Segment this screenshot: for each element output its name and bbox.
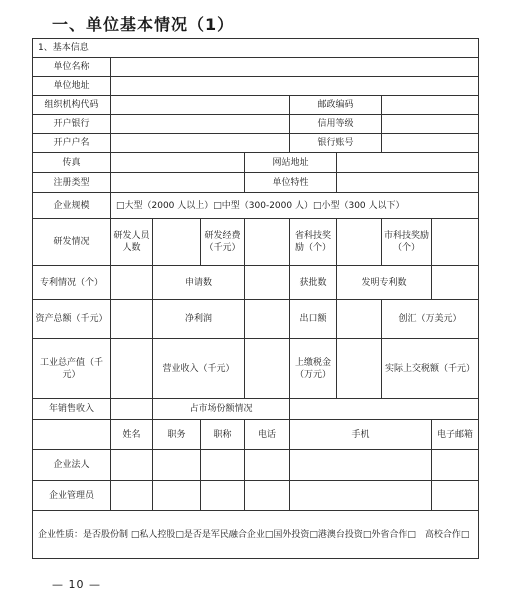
bank-account-field[interactable]	[382, 134, 479, 153]
output-value-label: 工业总产值（千元）	[33, 339, 111, 399]
rd-funds-field[interactable]	[245, 219, 290, 266]
reg-type-field[interactable]	[111, 173, 245, 193]
patents-label: 专利情况（个）	[33, 266, 111, 300]
bank-label: 开户银行	[33, 115, 111, 134]
rd-staff-label: 研发人员人数	[111, 219, 153, 266]
unit-address-label: 单位地址	[33, 77, 111, 96]
page-number: — 10 —	[52, 578, 101, 591]
unit-feature-field[interactable]	[337, 173, 479, 193]
revenue-label: 营业收入（千元）	[153, 339, 245, 399]
revenue-field[interactable]	[245, 339, 290, 399]
total-assets-field[interactable]	[111, 300, 153, 339]
legal-rep-phone-field[interactable]	[245, 450, 290, 481]
invention-field[interactable]	[432, 266, 479, 300]
bank-field[interactable]	[111, 115, 290, 134]
export-field[interactable]	[337, 300, 382, 339]
output-value-field[interactable]	[111, 339, 153, 399]
col-email-header: 电子邮箱	[432, 420, 479, 450]
legal-rep-duty-field[interactable]	[153, 450, 201, 481]
account-name-field[interactable]	[111, 134, 290, 153]
manager-email-field[interactable]	[432, 481, 479, 511]
patents-field[interactable]	[111, 266, 153, 300]
legal-rep-mobile-field[interactable]	[290, 450, 432, 481]
net-profit-label: 净利润	[153, 300, 245, 339]
unit-name-label: 单位名称	[33, 58, 111, 77]
rd-status-label: 研发情况	[33, 219, 111, 266]
legal-rep-name-field[interactable]	[111, 450, 153, 481]
enterprise-scale-label: 企业规模	[33, 193, 111, 219]
org-code-label: 组织机构代码	[33, 96, 111, 115]
rd-funds-label: 研发经费（千元）	[201, 219, 245, 266]
applied-label: 申请数	[153, 266, 245, 300]
city-award-field[interactable]	[432, 219, 479, 266]
actual-tax-label: 实际上交税额（千元）	[382, 339, 479, 399]
city-award-label: 市科技奖励（个）	[382, 219, 432, 266]
org-code-field[interactable]	[111, 96, 290, 115]
section-heading: 1、基本信息	[33, 39, 479, 58]
legal-rep-title-field[interactable]	[201, 450, 245, 481]
postal-code-field[interactable]	[382, 96, 479, 115]
fax-field[interactable]	[111, 153, 245, 173]
credit-rating-field[interactable]	[382, 115, 479, 134]
manager-duty-field[interactable]	[153, 481, 201, 511]
manager-name-field[interactable]	[111, 481, 153, 511]
page-title: 一、单位基本情况（1）	[52, 15, 235, 34]
applied-field[interactable]	[245, 266, 290, 300]
manager-title-field[interactable]	[201, 481, 245, 511]
market-share-label: 占市场份额情况	[153, 399, 290, 420]
total-assets-label: 资产总额（千元）	[33, 300, 111, 339]
col-duty-header: 职务	[153, 420, 201, 450]
tax-paid-field[interactable]	[337, 339, 382, 399]
unit-name-field[interactable]	[111, 58, 479, 77]
col-title-header: 职称	[201, 420, 245, 450]
net-profit-field[interactable]	[245, 300, 290, 339]
annual-sales-label: 年销售收入	[33, 399, 111, 420]
enterprise-scale-options[interactable]: □大型（2000 人以上）□中型（300-2000 人）□小型（300 人以下）	[111, 193, 479, 219]
fax-label: 传真	[33, 153, 111, 173]
legal-rep-email-field[interactable]	[432, 450, 479, 481]
bank-account-label: 银行账号	[290, 134, 382, 153]
website-label: 网站地址	[245, 153, 337, 173]
contact-corner-cell	[33, 420, 111, 450]
unit-feature-label: 单位特性	[245, 173, 337, 193]
account-name-label: 开户户名	[33, 134, 111, 153]
enterprise-nature-options[interactable]: 企业性质：是否股份制 □私人控股□是否是军民融合企业□国外投资□港澳台投资□外省合作□ 高校合作□	[33, 511, 479, 559]
manager-label: 企业管理员	[33, 481, 111, 511]
tax-paid-label: 上缴税金（万元）	[290, 339, 337, 399]
website-field[interactable]	[337, 153, 479, 173]
postal-code-label: 邮政编码	[290, 96, 382, 115]
market-share-field[interactable]	[290, 399, 479, 420]
col-name-header: 姓名	[111, 420, 153, 450]
unit-address-field[interactable]	[111, 77, 479, 96]
export-label: 出口额	[290, 300, 337, 339]
col-mobile-header: 手机	[290, 420, 432, 450]
annual-sales-field[interactable]	[111, 399, 153, 420]
granted-label: 获批数	[290, 266, 337, 300]
invention-label: 发明专利数	[337, 266, 432, 300]
credit-rating-label: 信用等级	[290, 115, 382, 134]
col-phone-header: 电话	[245, 420, 290, 450]
legal-rep-label: 企业法人	[33, 450, 111, 481]
manager-mobile-field[interactable]	[290, 481, 432, 511]
manager-phone-field[interactable]	[245, 481, 290, 511]
unit-basic-info-table	[32, 38, 479, 559]
forex-label: 创汇（万美元）	[382, 300, 479, 339]
rd-staff-field[interactable]	[153, 219, 201, 266]
prov-award-field[interactable]	[337, 219, 382, 266]
reg-type-label: 注册类型	[33, 173, 111, 193]
prov-award-label: 省科技奖励（个）	[290, 219, 337, 266]
